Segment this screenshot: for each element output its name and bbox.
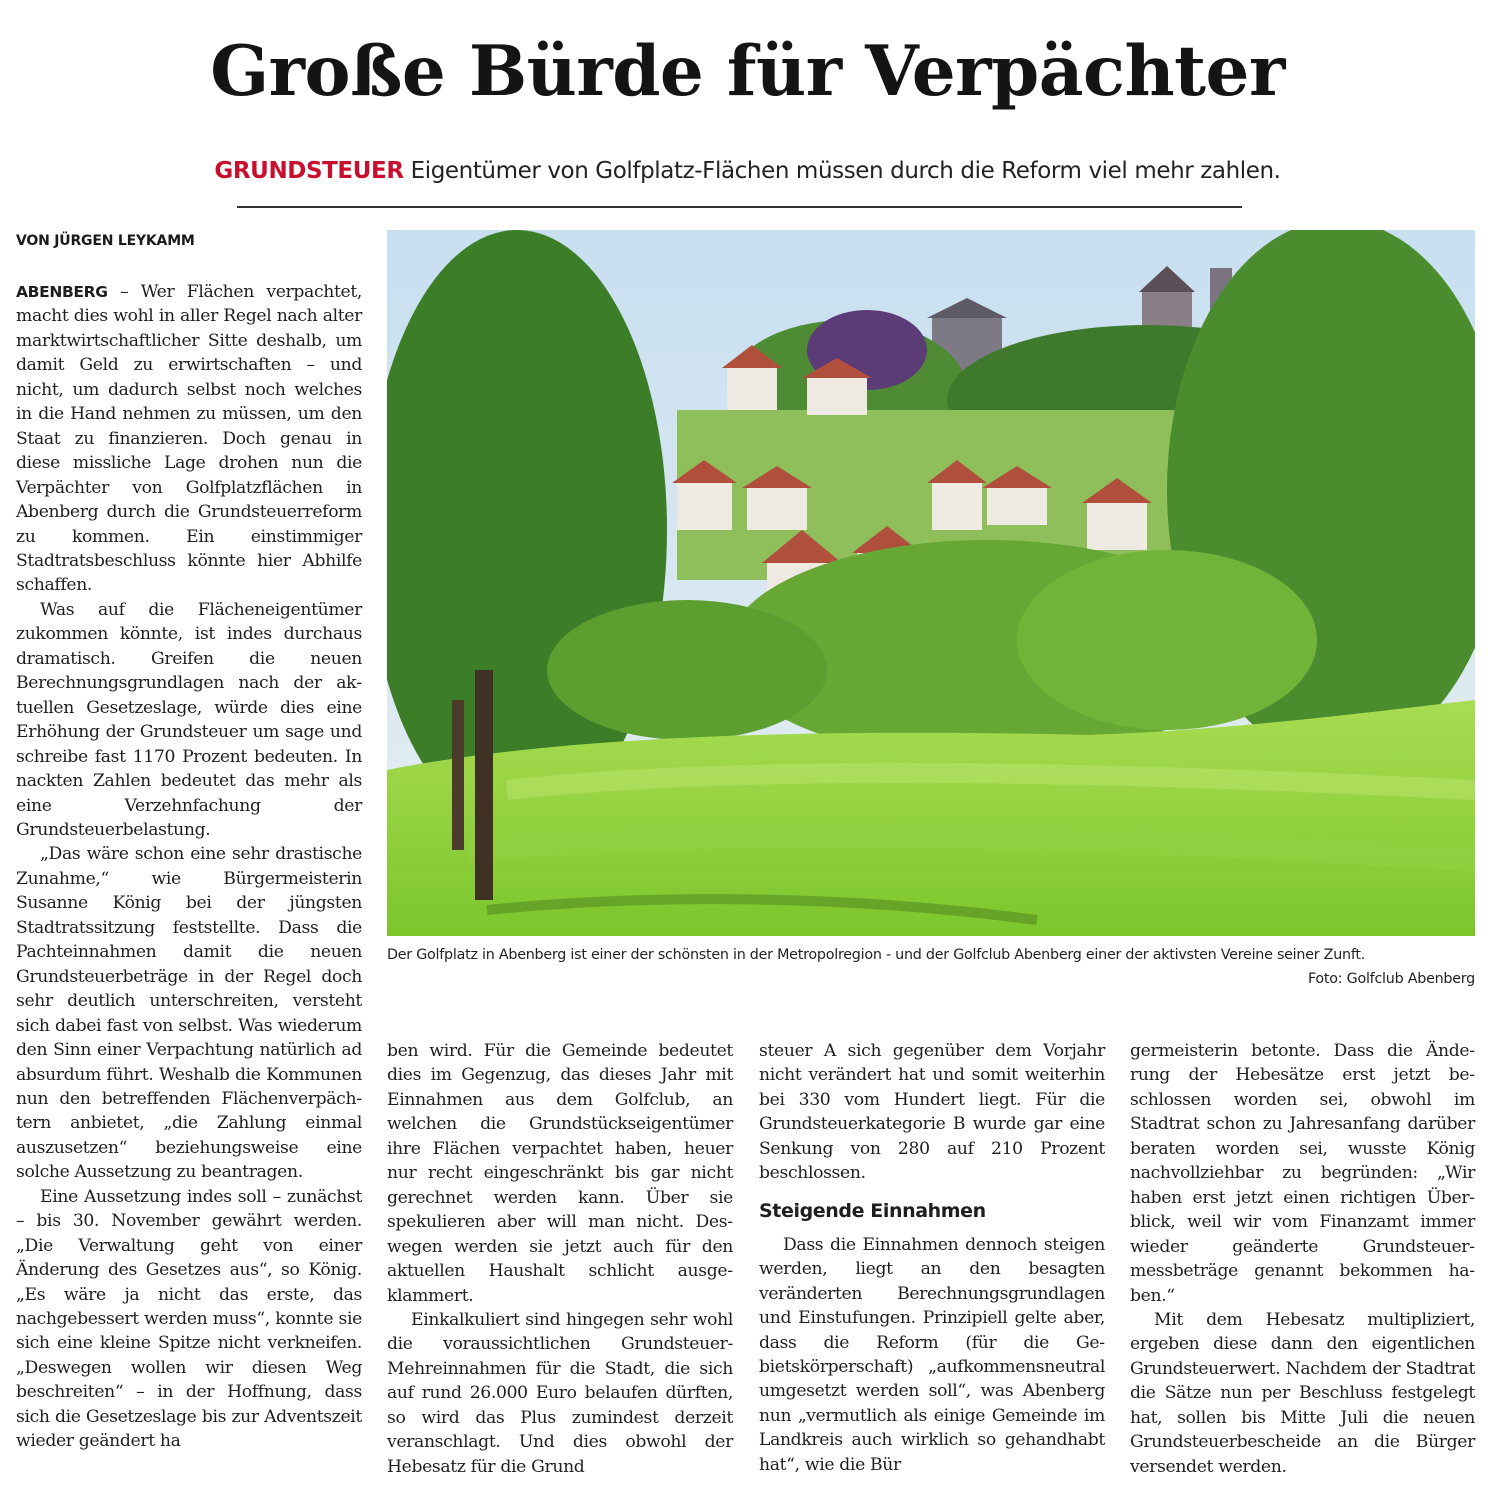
paragraph: germeisterin betonte. Dass die Änderung der Hebesätze erst jetzt beschlossen worden sei, obwohl im Stadtrat schon zu Jahresanfang darüber beraten worden sei, wusste König nachvollziehbar zu begründen: „Wir haben erst jetzt einen richtigen Überblick, weil wir vom Finanzamt immer wieder geänderte Grundsteuermessbeträge genannt bekommen haben.“ — [1130, 1041, 1475, 1306]
paragraph: Dass die Einnahmen dennoch steigen werden, liegt an den besagten veränderten Berechnungsgrundlagen und Einstufungen. Prinzipiell gelte aber, dass die Reform (für die Gebietskörperschaft) „aufkommensneutral umgesetzt werden soll“, was Abenberg nun „vermutlich als einige Gemeinde im Landkreis auch wirklich so gehandhabt hat“, wie die Bür — [759, 1234, 1105, 1475]
paragraph-text: – Wer Flächen verpachtet, macht dies wohl in aller Regel nach alter marktwirtschaftlicher Sitte deshalb, um damit Geld zu erwirtschaften – und nicht, um dadurch selbst noch welches in die Hand nehmen zu müssen, um den Staat zu finanzieren. Doch genau in diese missliche Lage drohen nun die Verpächter von Golfplatzflächen in Abenberg durch die Grundsteuerreform zu kommen. Ein einstimmiger Stadtratsbeschluss könnte hier Abhilfe schaffen. — [16, 282, 362, 596]
golf-course-photo — [387, 230, 1475, 936]
article-column-3 — [759, 1039, 1105, 1477]
paragraph: Was auf die Flächeneigentümer zukommen könnte, ist indes durchaus dramatisch. Greifen die neuen Berechnungsgrundlagen nach der aktuellen Gesetzeslage, würde dies eine Erhöhung der Grundsteuer um sage und schreibe fast 1170 Prozent bedeuten. In nackten Zahlen bedeutet das mehr als eine Verzehnfachung der Grundsteuerbelastung. — [16, 599, 362, 840]
paragraph: Einkalkuliert sind hingegen sehr wohl die voraussichtlichen Grundsteuer-Mehreinnahmen für die Stadt, die sich auf rund 26.000 Euro belaufen dürften, so wird das Plus zumindest derzeit veranschlagt. Und dies obwohl der Hebesatz für die Grund — [387, 1309, 733, 1477]
subheadline — [0, 154, 1495, 188]
paragraph: Eine Aussetzung indes soll – zunächst – bis 30. November gewährt werden. „Die Verwaltung geht von einer Änderung des Gesetzes aus“, so König. „Es wäre ja nicht das erste, das nachgebessert werden muss“, konnte sie sich eine kleine Spitze nicht verkneifen. „Deswegen wollen wir diesen Weg beschreiten“ – in der Hoffnung, dass sich die Gesetzeslage bis zur Adventszeit wieder geändert ha — [16, 1186, 362, 1452]
subhead: Steigende Einnahmen — [759, 1199, 986, 1222]
paragraph: Mit dem Hebesatz multipliziert, ergeben diese dann den eigentlichen Grundsteuerwert. Nachdem der Stadtrat die Sätze nun per Beschluss festgelegt hat, sollen bis Mitte Juli die neuen Grundsteuerbescheide an die Bürger versendet werden. — [1130, 1309, 1475, 1477]
photo-caption: Der Golfplatz in Abenberg ist einer der schönsten in der Metropolregion - und der Golfclub Abenberg einer der aktivsten Vereine seiner Zunft. — [387, 947, 1366, 963]
kicker: GRUNDSTEUER — [214, 158, 404, 184]
article-column-1 — [16, 280, 362, 1454]
subheadline-text: Eigentümer von Golfplatz-Flächen müssen durch die Reform viel mehr zahlen. — [403, 158, 1281, 184]
paragraph: „Das wäre schon eine sehr drastische Zunahme,“ wie Bürgermeisterin Susanne König bei der jüngsten Stadtratssitzung feststellte. Dass die Pachteinnahmen damit die neuen Grundsteuerbeträge in der Regel doch sehr deutlich unterschreiten, versteht sich dabei fast von selbst. Was wiederum den Sinn einer Verpachtung natürlich ad absurdum führt. Weshalb die Kommunen nun den betreffenden Flächenverpächtern anbietet, „die Zahlung einmal auszusetzen“ beziehungsweise eine solche Aussetzung zu beantragen. — [16, 844, 362, 1183]
divider — [237, 206, 1242, 208]
article-photo — [387, 230, 1475, 936]
article-column-2 — [387, 1039, 733, 1479]
photo-credit: Foto: Golfclub Abenberg — [1307, 971, 1475, 987]
paragraph — [16, 280, 362, 598]
headline: Große Bürde für Verpächter — [210, 31, 1285, 112]
article-column-4 — [1130, 1039, 1475, 1479]
paragraph: steuer A sich gegenüber dem Vorjahr nicht verändert hat und somit weiterhin bei 330 vom Hundert liegt. Für die Grundsteuerkategorie B wurde gar eine Senkung von 280 auf 210 Prozent beschlossen. — [759, 1041, 1105, 1184]
byline: VON JÜRGEN LEYKAMM — [16, 233, 195, 249]
dateline: ABENBERG — [16, 283, 108, 301]
paragraph: ben wird. Für die Gemeinde bedeutet dies im Gegenzug, das dieses Jahr mit Einnahmen aus dem Golfclub, an welchen die Grundstückseigentümer ihre Flächen verpachtet haben, heuer nur recht eingeschränkt bis gar nicht gerechnet werden kann. Über sie spekulieren aber will man nicht. Deswegen werden sie jetzt auch für den aktuellen Haushalt schlicht ausgeklammert. — [387, 1041, 733, 1306]
